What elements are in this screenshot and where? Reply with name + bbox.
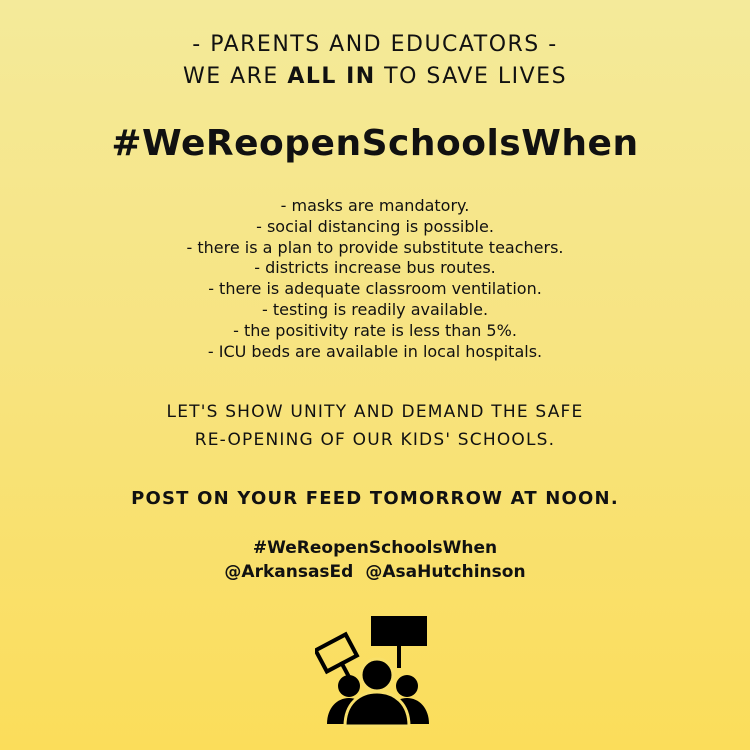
handle-asahutchinson: @AsaHutchinson (365, 562, 526, 582)
condition-item: - there is adequate classroom ventilation. (208, 279, 542, 299)
tags-block (0, 536, 750, 584)
protest-crowd-icon (315, 612, 435, 728)
unity-message (0, 398, 750, 454)
condition-item: - testing is readily available. (261, 299, 489, 319)
header-line-2-before: WE ARE (182, 64, 288, 89)
tag-handles (0, 560, 750, 584)
condition-item: - the positivity rate is less than 5%. (233, 320, 517, 340)
condition-item: - ICU beds are available in local hospitals. (207, 341, 543, 361)
condition-item: - districts increase bus routes. (254, 258, 496, 278)
condition-item: - social distancing is possible. (256, 216, 494, 236)
call-to-action: POST ON YOUR FEED TOMORROW AT NOON. (131, 488, 619, 509)
unity-line-2: RE-OPENING OF OUR KIDS' SCHOOLS. (194, 430, 556, 450)
handle-arkansased: @ArkansasEd (224, 562, 354, 582)
condition-item: - masks are mandatory. (280, 196, 470, 215)
condition-item: - there is a plan to provide substitute teachers. (186, 237, 564, 257)
main-hashtag: #WeReopenSchoolsWhen (111, 123, 639, 164)
tag-hashtag: #WeReopenSchoolsWhen (252, 538, 498, 558)
header-line-2-bold: ALL IN (287, 64, 376, 89)
conditions-list (0, 196, 750, 362)
header-line-2 (0, 62, 750, 92)
header-line-1: - PARENTS AND EDUCATORS - (192, 32, 558, 57)
unity-line-1: LET'S SHOW UNITY AND DEMAND THE SAFE (166, 402, 584, 422)
header-line-2-after: TO SAVE LIVES (375, 64, 568, 89)
